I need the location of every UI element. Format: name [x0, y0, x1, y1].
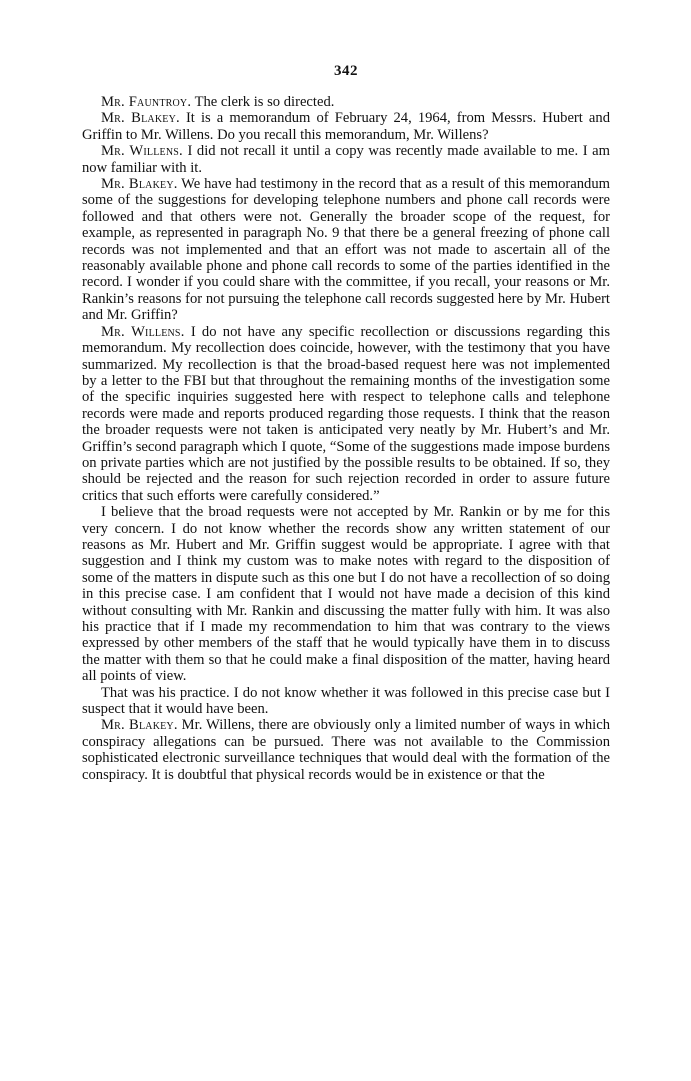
page-number: 342	[334, 63, 358, 79]
paragraph-2	[82, 110, 610, 143]
speaker-name: Mr. Blakey.	[101, 176, 178, 193]
speaker-name: Mr. Blakey.	[101, 110, 180, 127]
paragraph-6	[82, 504, 610, 684]
paragraph-text: Mr. Willens, there are obviously only a limited number of ways in which conspiracy allegations can be pursued. There was not available to the Commission sophisticated electronic surveillance techniques that would deal with the formation of the conspiracy. It is doubtful that physical records would be in existence or that the	[82, 717, 610, 783]
paragraph-1	[82, 94, 610, 110]
paragraph-7	[82, 685, 610, 718]
speaker-name: Mr. Fauntroy.	[101, 94, 192, 110]
paragraph-text: I believe that the broad requests were not accepted by Mr. Rankin or by me for this very concern. I do not know whether the records show any written statement of our reasons as Mr. Hubert and Mr. Griffin suggest would be appropriate. I agree with that suggestion and I think my custom was to make notes with regard to the disposition of some of the matters in dispute such as this one but I do not have a recollection of so doing in this precise case. I am confident that I would not have made a decision of this kind without consulting with Mr. Rankin and discussing the matter fully with him. It was also his practice that if I made my recommendation to him that was contrary to the views expressed by other members of the staff that he would typically have them in to discuss the matter with them so that he could make a final disposition of the matter, having heard all points of view.	[82, 504, 610, 685]
paragraph-8	[82, 717, 610, 783]
paragraph-text: That was his practice. I do not know whether it was followed in this precise case but I suspect that it would have been.	[82, 684, 610, 718]
paragraph-text: We have had testimony in the record that as a result of this memorandum some of the suggestions for developing telephone numbers and phone call records were followed and that others were not. Generally the broader scope of the request, for example, as represented in paragraph No. 9 that there be a general freezing of phone call records was not implemented and that an effort was not made to ascertain all of the reasonably available phone and phone call records to some of the parties identified in the record. I wonder if you could share with the committee, if you recall, your reasons or Mr. Rankin’s reasons for not pursuing the telephone call records suggested here by Mr. Hubert and Mr. Griffin?	[82, 176, 610, 324]
paragraph-text: I do not have any specific recollection or discussions regarding this memorandum. My recollection does coincide, however, with the testimony that you have summarized. My recollection is that the broad-based request here was not implemented by a letter to the FBI but that throughout the remaining months of the investigation some of the specific inquiries suggested here with respect to telephone calls and telephone records were made and reports produced regarding those requests. I think that the reason the broader requests were not taken is anticipated very neatly by Mr. Hubert’s and Mr. Griffin’s second paragraph which I quote, “Some of the suggestions made impose burdens on private parties which are not justified by the possible results to be obtained. If so, they should be rejected and the reason for such rejection recorded in order to assure future critics that such efforts were carefully considered.”	[82, 323, 610, 504]
document-page	[82, 62, 610, 783]
paragraph-text: It is a memorandum of February 24, 1964, from Messrs. Hubert and Griffin to Mr. Willens. Do you recall this memorandum, Mr. Willens?	[82, 110, 610, 143]
paragraph-text: I did not recall it until a copy was recently made available to me. I am now familiar with it.	[82, 143, 610, 176]
speaker-name: Mr. Blakey.	[101, 717, 178, 734]
paragraph-5	[82, 324, 610, 504]
paragraph-3	[82, 143, 610, 176]
paragraph-4	[82, 176, 610, 324]
speaker-name: Mr. Willens.	[101, 143, 183, 160]
speaker-name: Mr. Willens.	[101, 323, 185, 340]
paragraph-text: The clerk is so directed.	[191, 94, 335, 110]
